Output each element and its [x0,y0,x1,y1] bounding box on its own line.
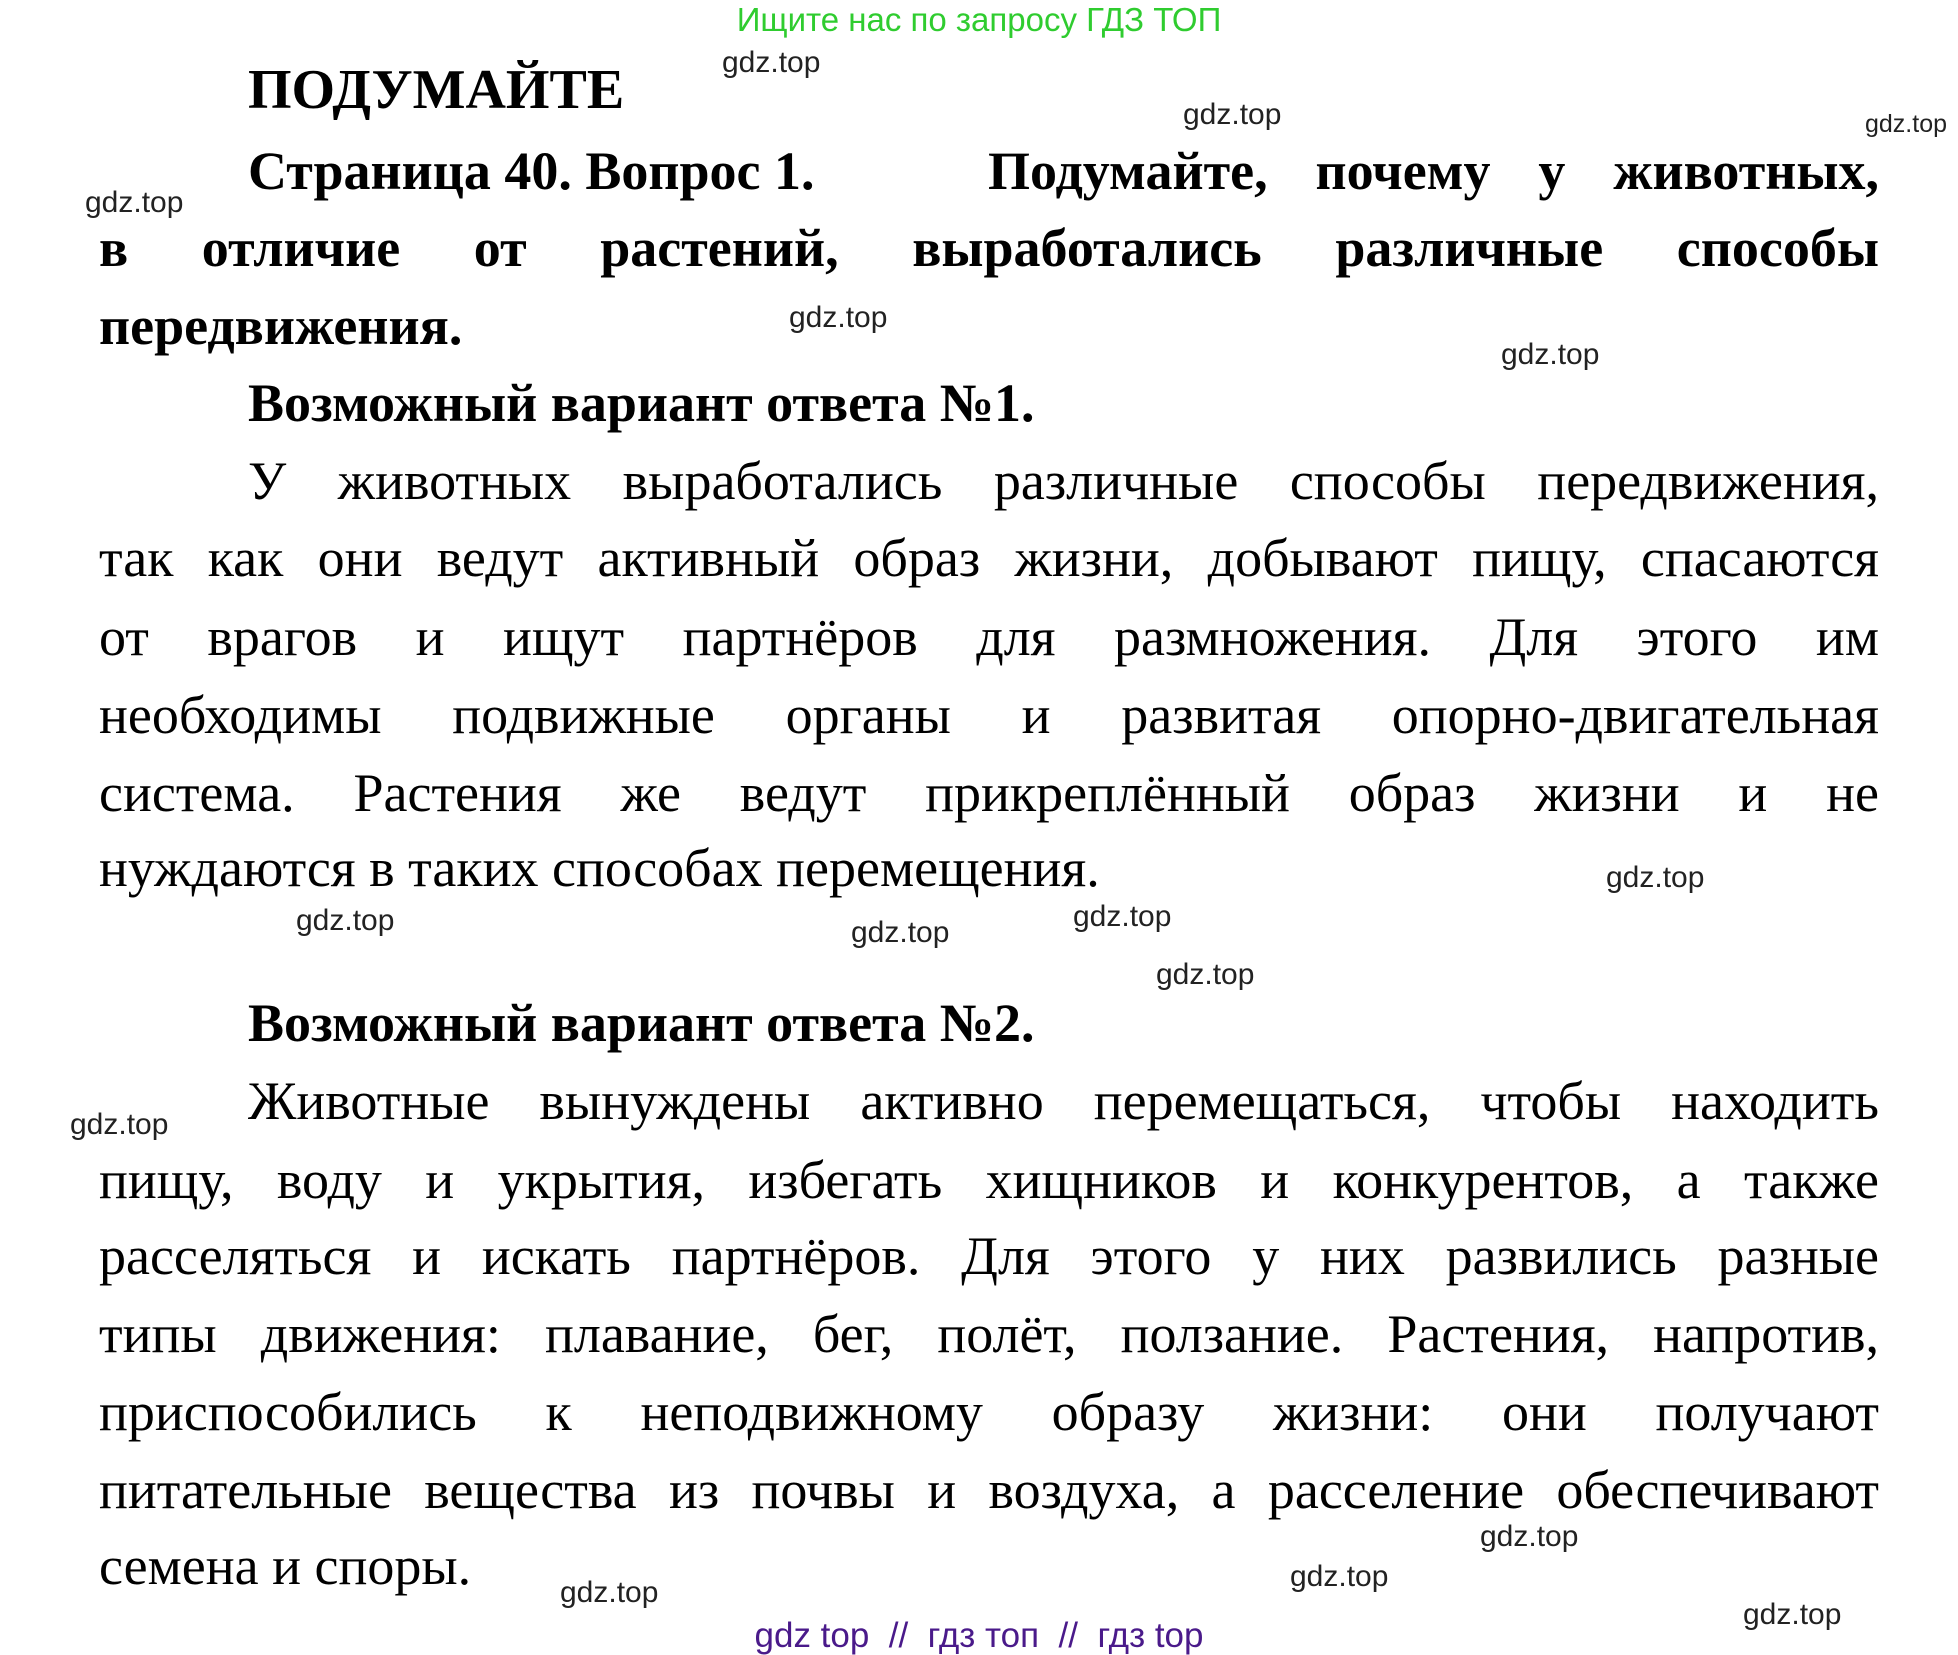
watermark: gdz.top [1606,861,1705,894]
watermark: gdz.top [85,186,184,219]
search-banner: Ищите нас по запросу ГДЗ ТОП [736,1,1222,38]
footer-links: gdz top // гдз топ // гдз top [754,1616,1204,1655]
answer1-line: У животных выработались различные способы передвижения, [248,451,1879,511]
answer2-line: Животные вынуждены активно перемещаться, чтобы находить [248,1071,1879,1131]
watermark: gdz.top [1183,98,1282,131]
answer2-line: типы движения: плавание, бег, полёт, ползание. Растения, напротив, [99,1304,1879,1364]
watermark: gdz.top [1073,900,1172,933]
answer2-line: приспособились к неподвижному образу жизни: они получают [99,1382,1879,1442]
watermark: gdz.top [1290,1560,1389,1593]
answer1-line: нуждаются в таких способах перемещения. [99,838,1100,898]
watermark: gdz.top [1480,1520,1579,1553]
answer2-line: расселяться и искать партнёров. Для этого у них развились разные [99,1226,1879,1286]
answer2-line: пищу, воду и укрытия, избегать хищников и конкурентов, а также [99,1150,1879,1210]
answer2-heading: Возможный вариант ответа №2. [248,993,1035,1053]
answer1-line: от врагов и ищут партнёров для размножения. Для этого им [99,607,1879,667]
question-text-line: передвижения. [99,296,463,356]
answer2-line: питательные вещества из почвы и воздуха, а расселение обеспечивают [99,1460,1879,1520]
watermark: gdz.top [70,1108,169,1141]
watermark: gdz.top [789,301,888,334]
watermark: gdz.top [560,1576,659,1609]
watermark: gdz.top [1501,338,1600,371]
answer1-line: необходимы подвижные органы и развитая опорно-двигательная [99,685,1879,745]
answer2-line: семена и споры. [99,1536,472,1596]
answer1-heading: Возможный вариант ответа №1. [248,373,1035,433]
question-reference: Страница 40. Вопрос 1. [248,141,815,201]
question-text-line: в отличие от растений, выработались различные способы [99,218,1879,278]
watermark: gdz.top [1743,1598,1842,1631]
answer1-line: так как они ведут активный образ жизни, добывают пищу, спасаются [99,528,1879,588]
section-title: ПОДУМАЙТЕ [248,59,625,121]
watermark: gdz.top [296,904,395,937]
watermark: gdz.top [722,46,821,79]
answer1-line: система. Растения же ведут прикреплённый образ жизни и не [99,763,1879,823]
watermark: gdz.top [851,916,950,949]
question-text-line: Подумайте, почему у животных, [988,141,1879,201]
watermark: gdz.top [1156,958,1255,991]
watermark: gdz.top [1865,110,1948,138]
